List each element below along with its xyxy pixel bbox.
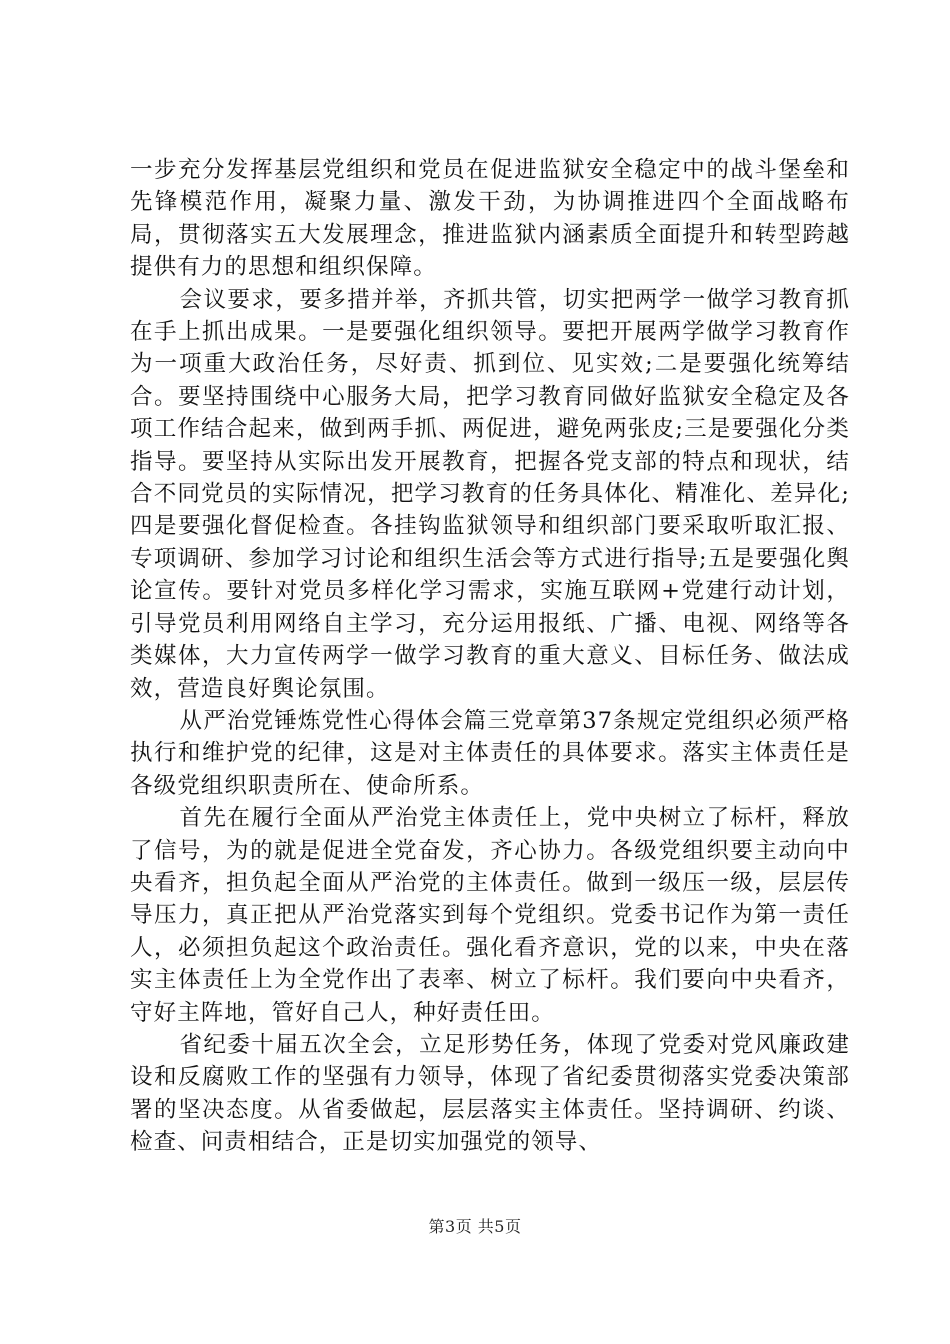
document-body <box>130 154 850 1159</box>
paragraph-party-discipline: 从严治党锤炼党性心得体会篇三党章第37条规定党组织必须严格执行和维护党的纪律，这是对主体责任的具体要求。落实主体责任是各级党组织职责所在、使命所系。 <box>130 707 850 799</box>
paragraph-continuation: 一步充分发挥基层党组织和党员在促进监狱安全稳定中的战斗堡垒和先锋模范作用，凝聚力量、激发干劲，为协调推进四个全面战略布局，贯彻落实五大发展理念，推进监狱内涵素质全面提升和转型跨越提供有力的思想和组织保障。 <box>130 157 850 281</box>
paragraph-provincial-plenary: 省纪委十届五次全会，立足形势任务，体现了党委对党风廉政建设和反腐败工作的坚强有力领导，体现了省纪委贯彻落实党委决策部署的坚决态度。从省委做起，层层落实主体责任。坚持调研、约谈、检查、问责相结合，正是切实加强党的领导、 <box>130 1031 850 1156</box>
paragraph-meeting-requirements: 会议要求，要多措并举，齐抓共管，切实把两学一做学习教育抓在手上抓出成果。一是要强化组织领导。要把开展两学做学习教育作为一项重大政治任务，尽好责、抓到位、见实效;二是要强化统筹结合。要坚持围绕中心服务大局，把学习教育同做好监狱安全稳定及各项工作结合起来，做到两手抓、两促进，避免两张皮;三是要强化分类指导。要坚持从实际出发开展教育，把握各党支部的特点和现状，结合不同党员的实际情况，把学习教育的任务具体化、精准化、差异化;四是要强化督促检查。各挂钩监狱领导和组织部门要采取听取汇报、专项调研、参加学习讨论和组织生活会等方式进行指导;五是要强化舆论宣传。要针对党员多样化学习需求，实施互联网+党建行动计划，引导党员利用网络自主学习，充分运用报纸、广播、电视、网络等各类媒体，大力宣传两学一做学习教育的重大意义、目标任务、做法成效，营造良好舆论氛围。 <box>130 286 850 702</box>
paragraph-main-responsibility: 首先在履行全面从严治党主体责任上，党中央树立了标杆，释放了信号，为的就是促进全党奋发，齐心协力。各级党组织要主动向中央看齐，担负起全面从严治党的主体责任。做到一级压一级，层层传导压力，真正把从严治党落实到每个党组织。党委书记作为第一责任人，必须担负起这个政治责任。强化看齐意识，党的以来，中央在落实主体责任上为全党作出了表率、树立了标杆。我们要向中央看齐，守好主阵地，管好自己人，种好责任田。 <box>130 805 850 1026</box>
page-number-footer: 第3页 共5页 <box>428 1217 522 1236</box>
